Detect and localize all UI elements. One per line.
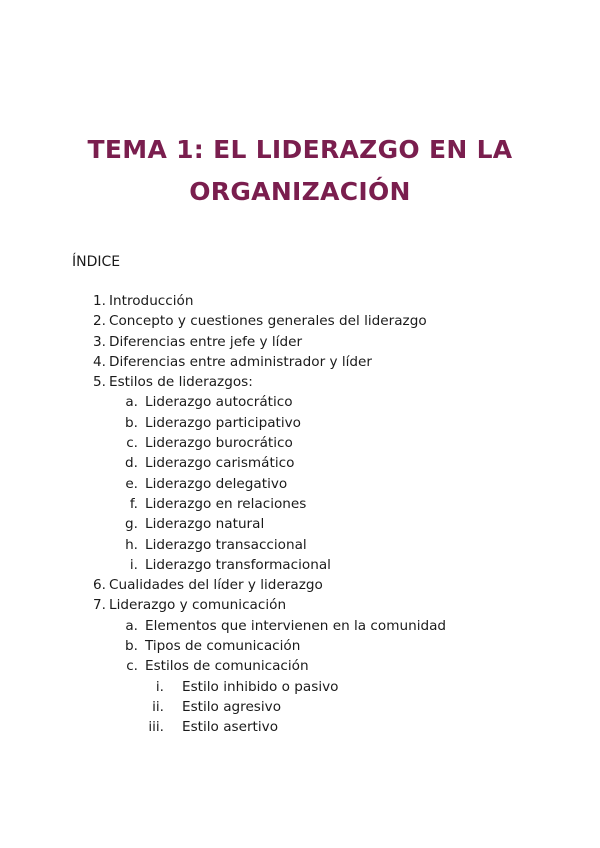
toc-text: Diferencias entre jefe y líder [109,333,303,350]
toc-number: 6. [93,577,106,594]
toc-text: Estilo agresivo [182,698,282,715]
toc-number: 5. [93,374,106,391]
toc-item [0,595,600,615]
title-line-1: TEMA 1: EL LIDERAZGO EN LA [87,134,513,164]
toc-subitem [0,636,600,656]
toc-number: 2. [93,313,106,330]
toc-number: b. [125,414,138,431]
toc-text: Cualidades del líder y liderazgo [109,577,323,594]
toc-number: i. [129,556,138,573]
toc-text: Liderazgo delegativo [145,475,288,492]
toc-number: iii. [148,719,164,736]
toc-subitem [0,453,600,473]
toc-text: Liderazgo y comunicación [109,597,287,614]
toc-text: Liderazgo burocrático [145,435,293,452]
table-of-contents [0,291,600,738]
toc-item [0,291,600,311]
toc-number: g. [125,516,138,533]
toc-subitem [0,392,600,412]
title-line-2: ORGANIZACIÓN [189,176,411,206]
toc-subsubitem [0,677,600,697]
toc-subsubitem [0,717,600,737]
toc-subitem [0,535,600,555]
toc-subitem [0,433,600,453]
toc-subitem [0,494,600,514]
toc-text: Concepto y cuestiones generales del liderazgo [109,313,427,330]
toc-number: b. [125,638,138,655]
toc-number: c. [126,658,138,675]
toc-number: i. [155,678,164,695]
toc-number: 1. [93,293,106,309]
toc-number: e. [125,475,138,492]
toc-text: Estilos de liderazgos: [109,374,253,391]
toc-number: 4. [93,353,106,370]
toc-item [0,575,600,595]
toc-text: Estilo inhibido o pasivo [182,678,339,695]
toc-subitem [0,474,600,494]
toc-text: Liderazgo transaccional [145,536,307,553]
toc-number: h. [125,536,138,553]
toc-text: Estilos de comunicación [145,658,309,675]
toc-number: 7. [93,597,106,614]
toc-item [0,352,600,372]
toc-item [0,311,600,331]
toc-text: Liderazgo transformacional [145,556,331,573]
toc-text: Liderazgo participativo [145,414,301,431]
toc-number: d. [125,455,138,472]
toc-subsubitem [0,697,600,717]
toc-number: a. [125,617,138,634]
toc-number: a. [125,394,138,411]
toc-number: 3. [93,333,106,350]
document-title [0,129,600,213]
toc-text: Diferencias entre administrador y líder [109,353,372,370]
toc-item [0,372,600,392]
index-heading: ÍNDICE [72,254,121,270]
toc-item [0,332,600,352]
toc-text: Liderazgo carismático [145,455,295,472]
toc-text: Elementos que intervienen en la comunidad [145,617,447,634]
toc-text: Estilo asertivo [182,719,279,736]
toc-subitem [0,413,600,433]
toc-text: Liderazgo natural [145,516,265,533]
toc-number: c. [126,435,138,452]
toc-subitem [0,656,600,676]
toc-subitem [0,555,600,575]
toc-text: Tipos de comunicación [145,638,301,655]
toc-text: Liderazgo en relaciones [145,495,307,512]
toc-subitem [0,514,600,534]
toc-text: Introducción [109,293,194,309]
toc-subitem [0,616,600,636]
toc-text: Liderazgo autocrático [145,394,293,411]
toc-number: ii. [152,698,164,715]
toc-number: f. [129,495,138,512]
